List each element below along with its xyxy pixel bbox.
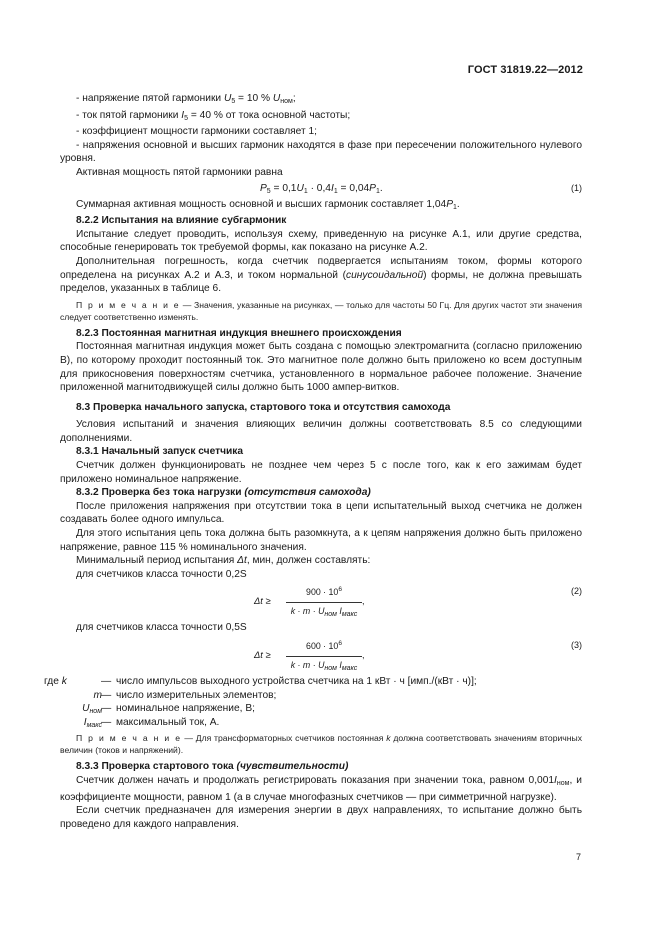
heading-8-3: 8.3 Проверка начального запуска, стартового тока и отсутствия самохода	[76, 401, 451, 413]
page-content	[44, 92, 582, 831]
formula-3-numerator: $600 \cdot 10^6$	[286, 637, 362, 657]
formula-2-fraction	[286, 583, 362, 621]
definition-symbol: $U_{ном}$	[82, 703, 102, 716]
definition-symbol: $I_{макс}$	[83, 716, 102, 729]
standard-header: ГОСТ 31819.22—2012	[467, 64, 583, 76]
note-text: — Для трансформаторных счетчиков постоянная k должна соответствовать значениям вторичных величин (токов и напряжений).	[60, 733, 582, 756]
paragraph: Минимальный период испытания Δt, мин, должен составлять:	[76, 555, 371, 567]
definition-text: номинальное напряжение, В;	[116, 703, 255, 715]
heading-8-3-1: 8.3.1 Начальный запуск счетчика	[76, 446, 244, 458]
paragraph: Условия испытаний и значения влияющих величин должны соответствовать 8.5 со следующими дополнениями.	[60, 419, 582, 444]
paragraph: Счетчик должен функционировать не позднее чем через 5 с после того, как к его зажимам будет приложено номинальное напряжение.	[60, 460, 582, 485]
definition-dash: —	[101, 689, 112, 701]
list-item: - напряжение пятой гармоники $U_5 = 10$ % $U_{ном}$;	[76, 93, 296, 105]
definition-text: число измерительных элементов;	[116, 689, 277, 701]
heading-8-2-3: 8.2.3 Постоянная магнитная индукция внешнего происхождения	[76, 327, 402, 339]
note-8-2-2	[60, 299, 582, 323]
formula-3-tail: ,	[362, 650, 365, 660]
formula-3-number: (3)	[571, 640, 582, 650]
list-item: - напряжения основной и высших гармоник находятся в фазе при пересечении положительного нулевого уровня.	[60, 139, 582, 165]
note-8-3-2	[60, 732, 582, 756]
definition-dash: —	[101, 703, 112, 715]
note-label: П р и м е ч а н и е	[76, 299, 181, 310]
definition-row	[60, 689, 582, 703]
formula-3-denominator: $k \cdot m \cdot U_{ном}$ $I_{макс}$	[290, 659, 358, 672]
list-item: - коэффициент мощности гармоники составляет 1;	[76, 126, 317, 138]
heading-italic: (отсутствия самохода)	[244, 487, 371, 499]
formula-2-lhs: Δt ≥	[254, 595, 271, 607]
list-item: - ток пятой гармоники $I_5 = 40$ % от тока основной частоты;	[76, 109, 351, 122]
definition-row	[44, 675, 582, 689]
formula-1	[60, 180, 582, 198]
page-number: 7	[575, 852, 581, 862]
formula-2-tail: ,	[362, 596, 365, 607]
definition-dash: —	[101, 716, 112, 728]
paragraph: После приложения напряжения при отсутствии тока в цепи испытательный выход счетчика не должен создавать более одного импульса.	[60, 500, 582, 526]
heading-8-2-2: 8.2.2 Испытания на влияние субгармоник	[76, 215, 287, 227]
formula-2-denominator: $k \cdot m \cdot U_{ном}$ $I_{макс}$	[290, 605, 358, 618]
definition-row	[60, 702, 582, 716]
note-label: П р и м е ч а н и е	[76, 733, 182, 744]
paragraph: Испытание следует проводить, используя схему, приведенную на рисунке А.1, или другие средства, способные генерировать ток требуемой формы, как показано на рисунке А.2.	[60, 228, 582, 254]
formula-2	[60, 583, 582, 619]
formula-2-numerator: $900 \cdot 10^6$	[286, 583, 362, 603]
paragraph: для счетчиков класса точности 0,5S	[76, 622, 247, 634]
definition-symbol: где k	[44, 676, 67, 687]
formula-3	[60, 637, 582, 673]
definition-text: число импульсов выходного устройства счетчика на 1 кВт · ч [имп./(кВт · ч)];	[116, 676, 477, 687]
paragraph: Постоянная магнитная индукция может быть создана с помощью электромагнита (согласно приложению В), по которому проходит постоянный ток. Это магнитное поле должно быть приложено ко всем доступным для прикосновения поверхностям счетчика, установленного в нормальное рабочее положение. Значение приложенной магнитодвижущей силы должно быть 1000 ампер-витков.	[60, 341, 582, 394]
paragraph: Дополнительная погрешность, когда счетчик подвергается испытаниям током, формы которого определена на рисунках А.2 и А.3, и током нормальной (синусоидальной) формы, не должна превышать пределов, указанных в таблице 6.	[60, 255, 582, 295]
symbol-definitions	[44, 675, 582, 729]
formula-1-number: (1)	[571, 182, 582, 193]
definition-dash: —	[101, 676, 112, 687]
formula-3-fraction	[286, 637, 362, 675]
heading-8-3-2	[60, 486, 582, 500]
heading-italic: (чувствительности)	[236, 761, 349, 773]
heading-plain: 8.3.2 Проверка без тока нагрузки	[76, 487, 245, 499]
formula-2-number: (2)	[571, 586, 582, 597]
definition-symbol: m	[93, 689, 102, 701]
formula-3-lhs: Δt ≥	[254, 649, 271, 660]
paragraph: для счетчиков класса точности 0,2S	[76, 568, 247, 580]
definition-row	[60, 716, 582, 730]
formula-1-expression: $P_5 = 0,1U_1 \cdot 0,4I_1 = 0,04P_1$.	[260, 182, 383, 195]
paragraph: Счетчик должен начать и продолжать регистрировать показания при значении тока, равном $0,001I_{ном}$, и коэффициенте мощности, равном 1 (а в случае многофазных счетчиков — при симметричной нагрузке).	[60, 774, 582, 803]
heading-plain: 8.3.3 Проверка стартового тока	[76, 761, 237, 773]
paragraph-total-power: Суммарная активная мощность основной и высших гармоник составляет $1,04P_1$.	[76, 198, 460, 211]
paragraph: Для этого испытания цепь тока должна быть разомкнута, а к цепям напряжения должно быть приложено напряжение, равное 115 % номинального значения.	[60, 528, 582, 553]
note-text: — Значения, указанные на рисунках, — только для частоты 50 Гц. Для других частот эти значения следует соответственно изменять.	[60, 299, 582, 322]
paragraph: Если счетчик предназначен для измерения энергии в двух направлениях, то испытание должно быть проведено для каждого направления.	[60, 805, 582, 830]
paragraph-active-power: Активная мощность пятой гармоники равна	[76, 166, 283, 178]
heading-8-3-3	[60, 760, 582, 774]
definition-text: максимальный ток, А.	[116, 716, 220, 728]
